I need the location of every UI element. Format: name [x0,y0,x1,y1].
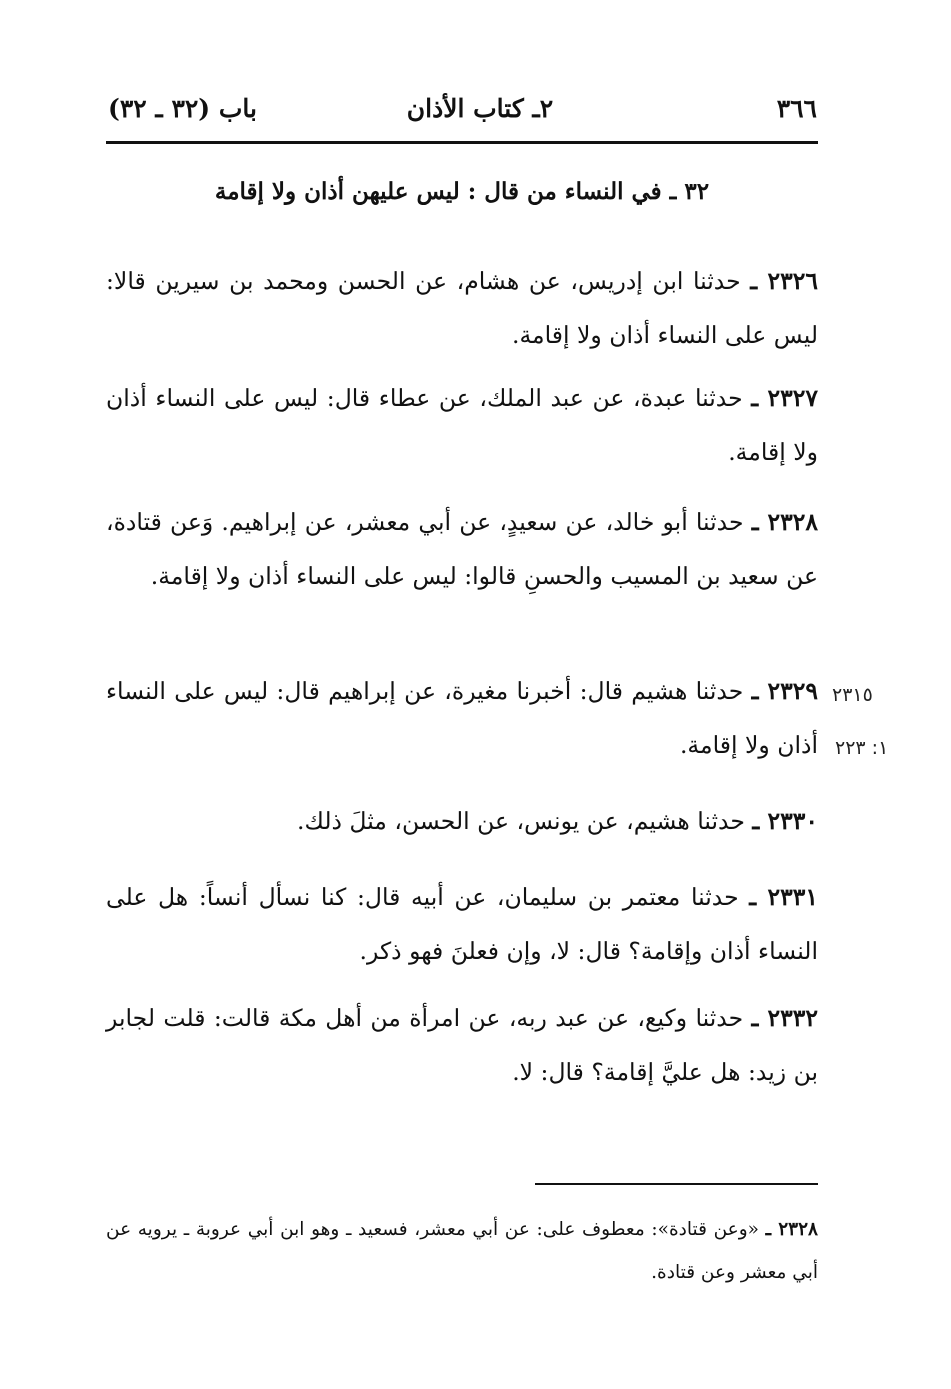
hadith-2328 [106,495,818,603]
hadith-number: ٢٣٢٨ ـ [751,508,818,536]
hadith-text: حدثنا أبو خالد، عن سعيدٍ، عن أبي معشر، عن إبراهيم. وَعن قتادة، عن سعيد بن المسيب والحسنِ قالوا: ليس على النساء أذان ولا إقامة. [106,508,818,590]
hadith-2327 [106,371,818,479]
page-number: ٣٦٦ [776,94,817,123]
margin-reference: ١: ٢٢٣ [835,737,889,759]
hadith-number: ٢٣٢٧ ـ [751,384,818,412]
hadith-text: حدثنا وكيع، عن عبد ربه، عن امرأة من أهل مكة قالت: قلت لجابر بن زيد: هل عليَّ إقامة؟ قال: لا. [106,1004,818,1086]
header-rule [106,141,818,144]
hadith-number: ٢٣٣٠ ـ [752,807,818,835]
hadith-number: ٢٣٣٢ ـ [751,1004,818,1032]
footnote-text: «وعن قتادة»: معطوف على: عن أبي معشر، فسعيد ـ وهو ابن أبي عروبة ـ يرويه عن أبي معشر وعن قتادة. [106,1219,818,1283]
margin-reference: ٢٣١٥ [832,684,873,706]
footnote-rule [535,1183,818,1185]
hadith-number: ٢٣٢٦ ـ [750,267,818,295]
hadith-2332 [106,991,818,1099]
footnote-number: ٢٣٢٨ ـ [765,1219,818,1240]
chapter-range: باب (٣٢ ـ ٣٢) [108,94,257,123]
hadith-2330 [106,794,818,848]
hadith-text: حدثنا ابن إدريس، عن هشام، عن الحسن ومحمد بن سيرين قالا: ليس على النساء أذان ولا إقامة. [106,267,818,349]
hadith-2331 [106,870,818,978]
book-title: ٢ـ كتاب الأذان [406,94,554,123]
hadith-text: حدثنا هشيم قال: أخبرنا مغيرة، عن إبراهيم قال: ليس على النساء أذان ولا إقامة. [106,677,818,759]
hadith-2329 [106,664,818,772]
footnote [106,1208,818,1294]
hadith-text: حدثنا عبدة، عن عبد الملك، عن عطاء قال: ليس على النساء أذان ولا إقامة. [106,384,818,466]
hadith-number: ٢٣٣١ ـ [749,883,818,911]
hadith-text: حدثنا هشيم، عن يونس، عن الحسن، مثلَ ذلك. [297,807,745,835]
hadith-2326 [106,254,818,362]
chapter-title: ٣٢ ـ في النساء من قال : ليس عليهن أذان ولا إقامة [214,178,710,205]
hadith-text: حدثنا معتمر بن سليمان، عن أبيه قال: كنا نسأل أنساً: هل على النساء أذان وإقامة؟ قال: لا، وإن فعلنَ فهو ذكر. [106,883,818,965]
hadith-number: ٢٣٢٩ ـ [751,677,818,705]
